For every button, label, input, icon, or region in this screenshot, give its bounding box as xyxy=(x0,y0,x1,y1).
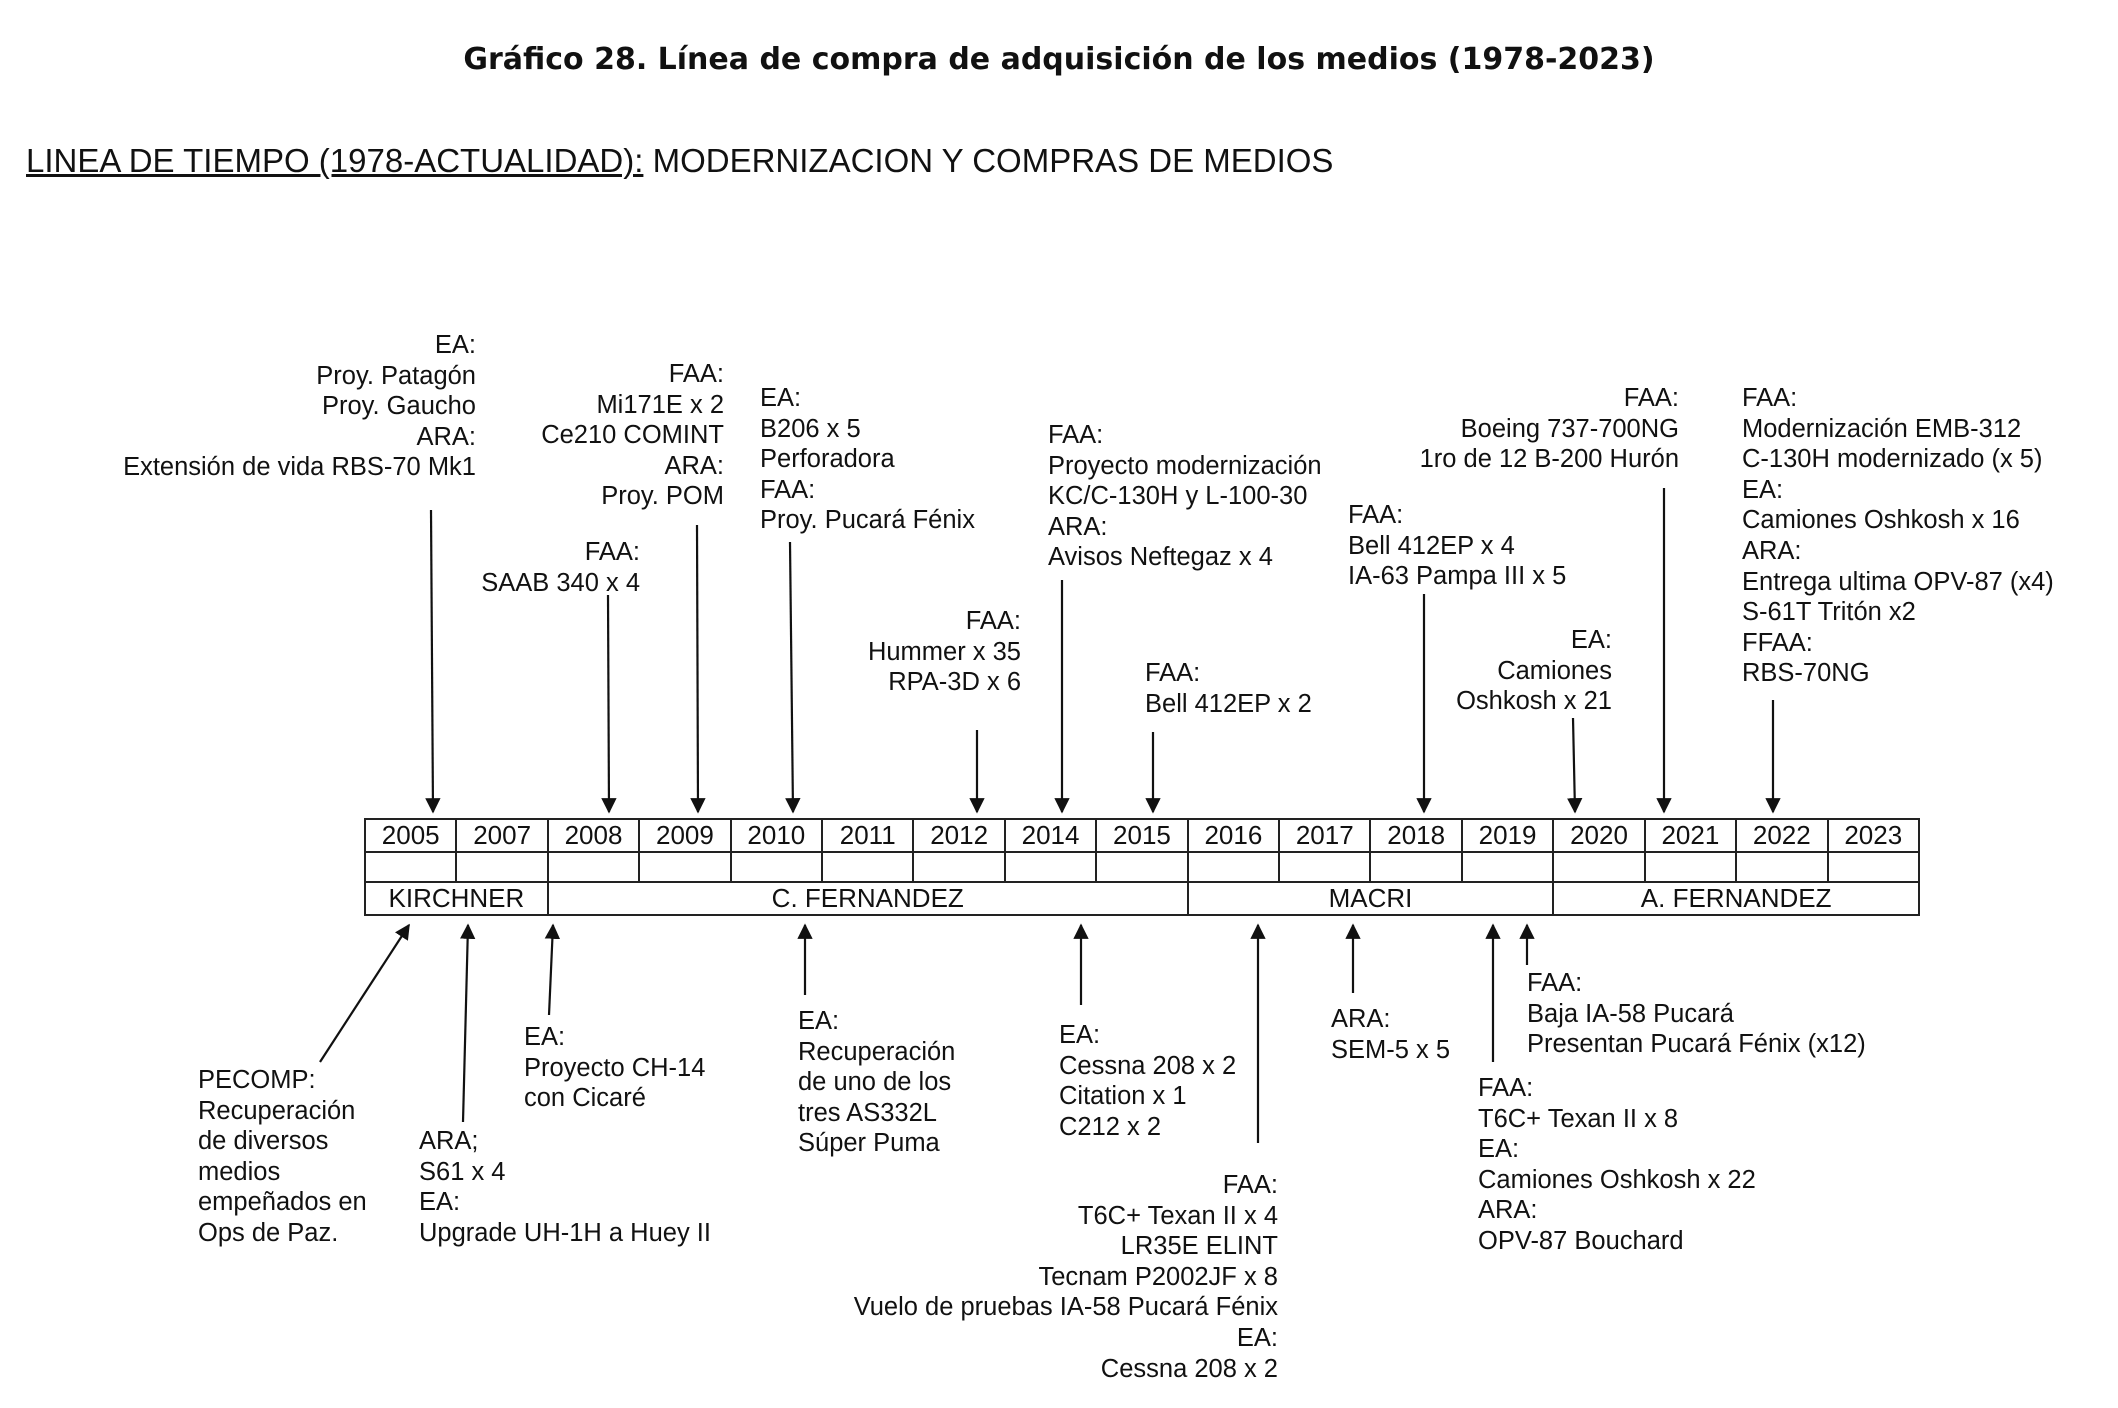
year-cell: 2014 xyxy=(1005,819,1096,852)
label-ea-2008: EA: Proyecto CH-14 con Cicaré xyxy=(524,1023,706,1113)
blank-cell xyxy=(639,852,730,882)
year-cell: 2007 xyxy=(456,819,547,852)
blank-cell xyxy=(1828,852,1920,882)
label-2021-top: FAA: Boeing 737-700NG 1ro de 12 B-200 Hurón xyxy=(1419,384,1679,474)
president-c-fernandez: C. FERNANDEZ xyxy=(548,882,1188,915)
arrow-2020 xyxy=(1573,718,1575,812)
label-faa-2016: FAA: T6C+ Texan II x 4 LR35E ELINT Tecnam P2002JF x 8 Vuelo de pruebas IA-58 Pucará Fénix EA: Cessna 208 x 2 xyxy=(853,1171,1278,1383)
year-cell: 2011 xyxy=(822,819,913,852)
blank-cell xyxy=(1736,852,1827,882)
arrow-2009 xyxy=(697,525,698,812)
arrow-pecomp xyxy=(320,925,409,1062)
label-ea-2014: EA: Cessna 208 x 2 Citation x 1 C212 x 2 xyxy=(1059,1021,1237,1141)
president-kirchner: KIRCHNER xyxy=(365,882,548,915)
arrow-2010 xyxy=(790,542,793,812)
blank-cell xyxy=(1279,852,1370,882)
years-row xyxy=(365,819,1919,852)
president-a-fernandez: A. FERNANDEZ xyxy=(1553,882,1919,915)
timeline-table xyxy=(364,818,1920,916)
blank-cell xyxy=(365,852,456,882)
blank-row xyxy=(365,852,1919,882)
label-2020-top: EA: Camiones Oshkosh x 21 xyxy=(1456,626,1612,716)
year-cell: 2015 xyxy=(1096,819,1187,852)
blank-cell xyxy=(1096,852,1187,882)
label-2018-top: FAA: Bell 412EP x 4 IA-63 Pampa III x 5 xyxy=(1348,501,1567,591)
blank-cell xyxy=(456,852,547,882)
label-2015-top: FAA: Bell 412EP x 2 xyxy=(1145,659,1312,718)
arrow-ara2007 xyxy=(463,925,468,1122)
arrow-2008 xyxy=(608,595,609,812)
blank-cell xyxy=(822,852,913,882)
figure-title: Gráfico 28. Línea de compra de adquisición de los medios (1978-2023) xyxy=(463,42,1655,77)
presidents-row xyxy=(365,882,1919,915)
label-ara-2007: ARA; S61 x 4 EA: Upgrade UH-1H a Huey II xyxy=(419,1127,711,1247)
label-2009-top: FAA: Mi171E x 2 Ce210 COMINT ARA: Proy. POM xyxy=(541,360,724,511)
year-cell: 2019 xyxy=(1462,819,1553,852)
blank-cell xyxy=(548,852,639,882)
blank-cell xyxy=(731,852,822,882)
label-2008-top: FAA: SAAB 340 x 4 xyxy=(481,538,640,597)
label-2010-top: EA: B206 x 5 Perforadora FAA: Proy. Pucará Fénix xyxy=(760,384,975,535)
heading-underlined: LINEA DE TIEMPO (1978-ACTUALIDAD): xyxy=(26,142,644,179)
label-faa-2019: FAA: T6C+ Texan II x 8 EA: Camiones Oshkosh x 22 ARA: OPV-87 Bouchard xyxy=(1478,1074,1756,1255)
year-cell: 2005 xyxy=(365,819,456,852)
blank-cell xyxy=(913,852,1004,882)
year-cell: 2018 xyxy=(1370,819,1461,852)
year-cell: 2008 xyxy=(548,819,639,852)
arrow-ea2008 xyxy=(549,925,553,1015)
year-cell: 2017 xyxy=(1279,819,1370,852)
blank-cell xyxy=(1188,852,1279,882)
label-faa-2020: FAA: Baja IA-58 Pucará Presentan Pucará Fénix (x12) xyxy=(1527,969,1866,1059)
label-ea-2010: EA: Recuperación de uno de los tres AS332L Súper Puma xyxy=(798,1007,956,1158)
label-2005-top: EA: Proy. Patagón Proy. Gaucho ARA: Extensión de vida RBS-70 Mk1 xyxy=(123,331,476,482)
year-cell: 2020 xyxy=(1553,819,1644,852)
label-pecomp: PECOMP: Recuperación de diversos medios empeñados en Ops de Paz. xyxy=(198,1066,367,1247)
blank-cell xyxy=(1645,852,1736,882)
year-cell: 2010 xyxy=(731,819,822,852)
label-2022-top: FAA: Modernización EMB-312 C-130H modernizado (x 5) EA: Camiones Oshkosh x 16 ARA: Entrega ultima OPV-87 (x4) S-61T Tritón x2 FFAA: RBS-70NG xyxy=(1742,384,2054,688)
blank-cell xyxy=(1370,852,1461,882)
label-2014-top: FAA: Proyecto modernización KC/C-130H y L-100-30 ARA: Avisos Neftegaz x 4 xyxy=(1048,421,1322,572)
year-cell: 2012 xyxy=(913,819,1004,852)
label-ara-2017: ARA: SEM-5 x 5 xyxy=(1331,1005,1451,1064)
blank-cell xyxy=(1005,852,1096,882)
blank-cell xyxy=(1553,852,1644,882)
year-cell: 2022 xyxy=(1736,819,1827,852)
year-cell: 2023 xyxy=(1828,819,1920,852)
blank-cell xyxy=(1462,852,1553,882)
heading-rest: MODERNIZACION Y COMPRAS DE MEDIOS xyxy=(643,142,1334,179)
arrow-2005 xyxy=(431,510,433,812)
year-cell: 2021 xyxy=(1645,819,1736,852)
year-cell: 2009 xyxy=(639,819,730,852)
president-macri: MACRI xyxy=(1188,882,1554,915)
label-2012-top: FAA: Hummer x 35 RPA-3D x 6 xyxy=(867,607,1021,697)
year-cell: 2016 xyxy=(1188,819,1279,852)
